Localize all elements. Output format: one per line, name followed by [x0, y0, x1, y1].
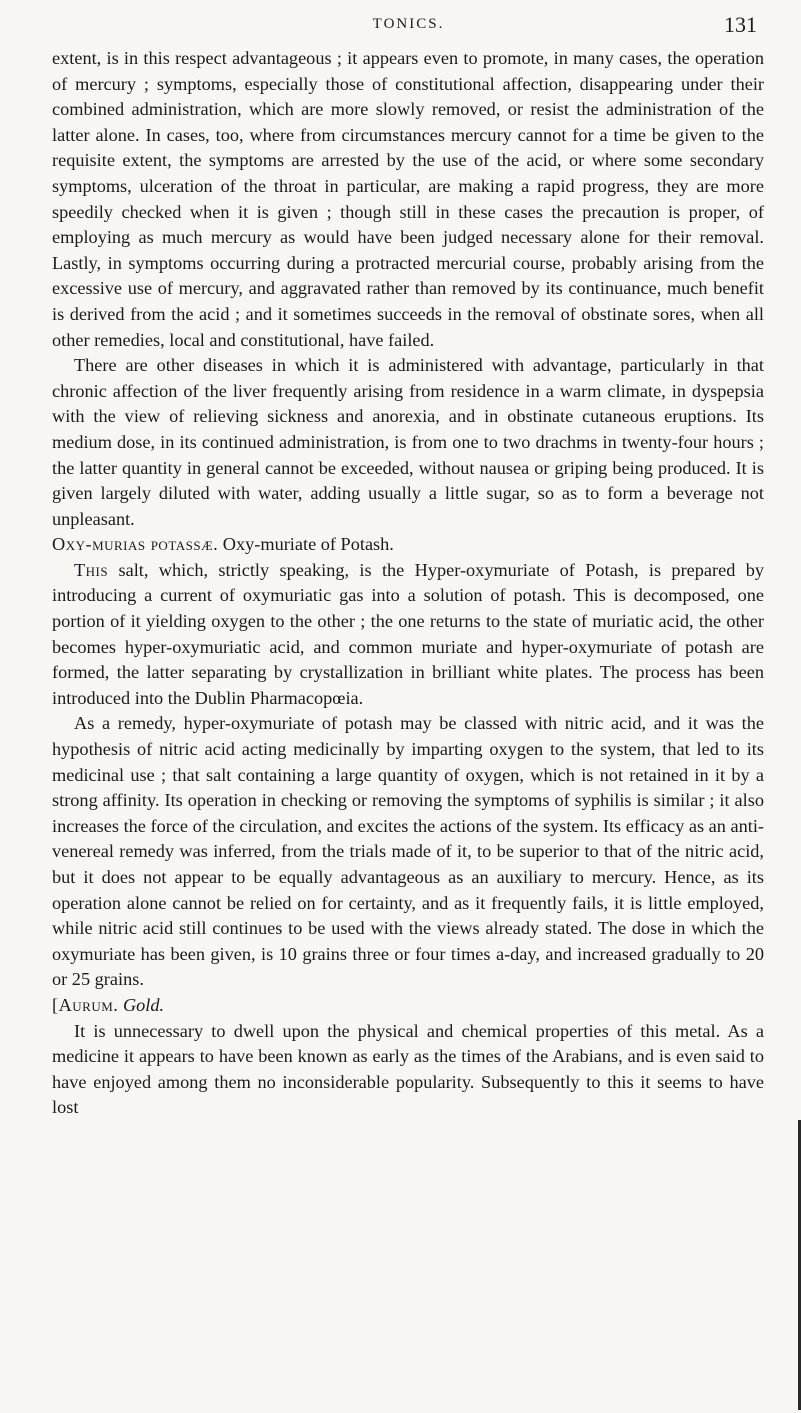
paragraph-salt-text: salt, which, strictly speaking, is the Hyper-oxymuriate of Potash, is prepared by introducing a current of oxymuriatic gas into a solution of potash. This is decomposed, one portion of it yielding oxygen to the other ; the one returns to the state of muriatic acid, the other becomes hyper-oxymuriatic acid, and common muriate and hyper-oxymuriate of potash are formed, the latter separating by crystallization in brilliant white plates. The process has been introduced into the Dublin Pharmacopœia.	[52, 559, 764, 708]
paragraph-gold: It is unnecessary to dwell upon the physical and chemical properties of this metal. As a medicine it appears to have been known as early as the times of the Arabians, and is even said to have enjoyed among them no inconsiderable popularity. Subsequently to this it seems to have lost	[52, 1020, 764, 1118]
lead-word: This	[74, 559, 109, 580]
paragraph-other-diseases: There are other diseases in which it is administered with advantage, particularly in that chronic affection of the liver frequently arising from residence in a warm climate, in dyspepsia with the view of relieving sickness and anorexia, and in obstinate cutaneous eruptions. Its medium dose, in its continued administration, is from one to two drachms in twenty-four hours ; the latter quantity in general cannot be exceeded, without nausea or griping being produced. It is given largely diluted with water, adding usually a little sugar, so as to form a beverage not unpleasant.	[52, 355, 764, 529]
paragraph-salt	[52, 558, 764, 712]
page-body	[52, 46, 764, 1121]
heading-english: Oxy-muriate of Potash.	[222, 534, 394, 555]
running-title: TONICS.	[372, 16, 445, 32]
heading-english: Gold.	[122, 994, 165, 1015]
running-head	[52, 12, 765, 40]
page-number: 131	[724, 12, 757, 37]
section-heading-aurum	[52, 993, 764, 1019]
paragraph-continued: extent, is in this respect advantageous ; it appears even to promote, in many cases, the operation of mercury ; symptoms, especially those of constitutional affection, disappearing under their combined administration, which are more slowly removed, or resist the administration of the latter alone. In cases, too, where from circumstances mercury cannot for a time be given to the requisite extent, the symptoms are arrested by the use of the acid, or where some secondary symptoms, ulceration of the throat in particular, are making a rapid progress, they are more speedily checked when it is given ; though still in these cases the precaution is proper, of employing as much mercury as would have been judged necessary alone for their removal. Lastly, in symptoms occurring during a protracted mercurial course, probably arising from the excessive use of mercury, and aggravated rather than removed by its continuance, much benefit is derived from the acid ; and it sometimes succeeds in the removal of obstinate sores, when all other remedies, local and constitutional, have failed.	[52, 48, 764, 350]
heading-latin: [Aurum.	[52, 994, 119, 1015]
section-heading-oxy-murias	[52, 532, 764, 558]
heading-latin: Oxy-murias potassæ.	[52, 534, 219, 555]
paragraph-remedy: As a remedy, hyper-oxymuriate of potash may be classed with nitric acid, and it was the hypothesis of nitric acid acting medicinally by imparting oxygen to the system, that led to its medicinal use ; that salt containing a large quantity of oxygen, which is not retained in it by a strong affinity. Its operation in checking or removing the symptoms of syphilis is similar ; it also increases the force of the circulation, and excites the actions of the system. Its efficacy as an anti-venereal remedy was inferred, from the trials made of it, to be superior to that of the nitric acid, but it does not appear to be equally advantageous as an auxiliary to mercury. Hence, as its operation alone cannot be relied on for certainty, and as it frequently fails, it is little employed, while nitric acid still continues to be used with the views already stated. The dose in which the oxymuriate has been given, is 10 grains three or four times a-day, and increased gradually to 20 or 25 grains.	[52, 713, 764, 990]
